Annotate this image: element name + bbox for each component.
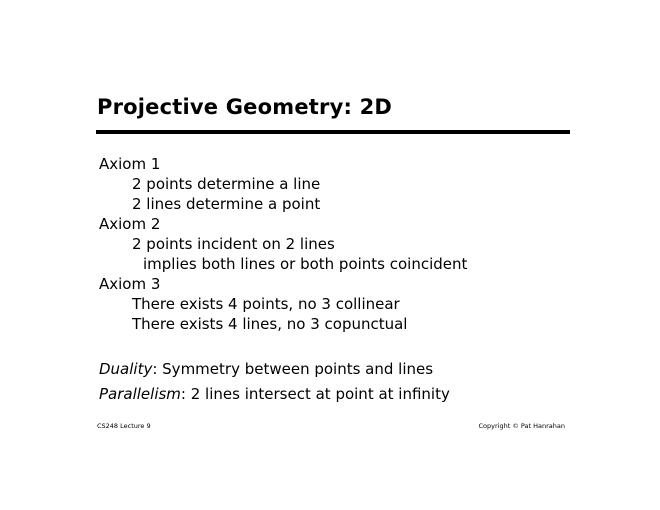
notes-block: [99, 357, 450, 407]
axiom-3-line-2: There exists 4 lines, no 3 copunctual: [132, 315, 408, 333]
parallelism-note: [99, 382, 450, 407]
slide-title: Projective Geometry: 2D: [97, 95, 393, 119]
axiom-3-heading: Axiom 3: [99, 275, 161, 293]
axiom-1-line-1: 2 points determine a line: [132, 175, 321, 193]
axiom-3-line-1: There exists 4 points, no 3 collinear: [132, 295, 400, 313]
axiom-list: [99, 154, 467, 334]
axiom-2-heading: Axiom 2: [99, 215, 161, 233]
axiom-2-subline: implies both lines or both points coincident: [143, 255, 468, 273]
parallelism-term: Parallelism: [99, 385, 181, 403]
parallelism-text: : 2 lines intersect at point at infinity: [180, 385, 450, 403]
axiom-1-heading: Axiom 1: [99, 155, 161, 173]
duality-note: [99, 357, 450, 382]
duality-term: Duality: [99, 360, 153, 378]
axiom-1-line-2: 2 lines determine a point: [132, 195, 321, 213]
duality-text: : Symmetry between points and lines: [152, 360, 434, 378]
footer-copyright: Copyright © Pat Hanrahan: [478, 422, 565, 430]
footer-course: CS248 Lecture 9: [97, 422, 151, 430]
title-divider: [96, 130, 570, 134]
axiom-2-line-1: 2 points incident on 2 lines: [132, 235, 335, 253]
